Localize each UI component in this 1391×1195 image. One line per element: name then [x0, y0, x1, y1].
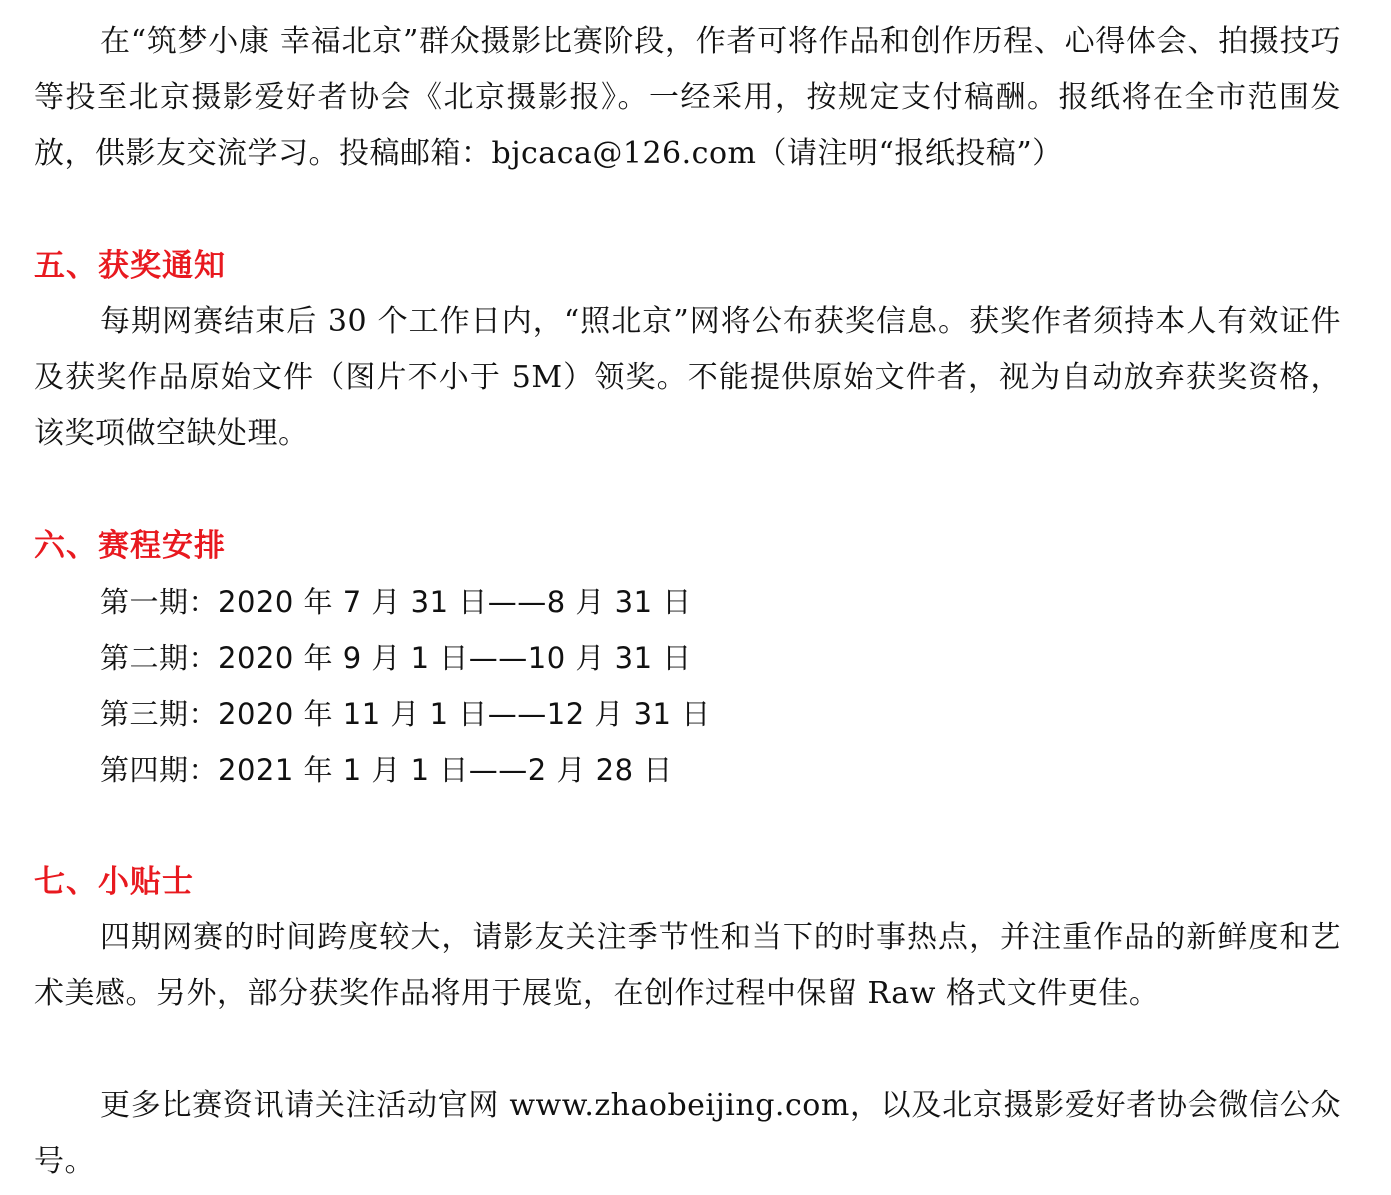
- section-heading-schedule: 六、赛程安排: [34, 528, 226, 564]
- tips-paragraph: 四期网赛的时间跨度较大，请影友关注季节性和当下的时事热点，并注重作品的新鲜度和艺术美感。另外，部分获奖作品将用于展览，在创作过程中保留 Raw 格式文件更佳。: [34, 920, 1341, 1011]
- awards-paragraph: 每期网赛结束后 30 个工作日内，“照北京”网将公布获奖信息。获奖作者须持本人有效证件及获奖作品原始文件（图片不小于 5M）领奖。不能提供原始文件者，视为自动放弃获奖资格，该奖项做空缺处理。: [34, 304, 1341, 451]
- spacer: [34, 1022, 1341, 1078]
- schedule-period-3: 第三期：2020 年 11 月 1 日——12 月 31 日: [100, 697, 711, 731]
- schedule-period-1: 第一期：2020 年 7 月 31 日——8 月 31 日: [100, 585, 692, 619]
- spacer: [34, 798, 1341, 854]
- spacer: [34, 182, 1341, 238]
- intro-paragraph: 在“筑梦小康 幸福北京”群众摄影比赛阶段，作者可将作品和创作历程、心得体会、拍摄技巧等投至北京摄影爱好者协会《北京摄影报》。一经采用，按规定支付稿酬。报纸将在全市范围发放，供影友交流学习。投稿邮箱：bjcaca@126.com（请注明“报纸投稿”）: [34, 24, 1341, 171]
- section-heading-tips: 七、小贴士: [34, 864, 194, 900]
- section-heading-awards: 五、获奖通知: [34, 248, 226, 284]
- schedule-period-4: 第四期：2021 年 1 月 1 日——2 月 28 日: [100, 753, 673, 787]
- spacer: [34, 462, 1341, 518]
- closing-paragraph: 更多比赛资讯请关注活动官网 www.zhaobeijing.com，以及北京摄影爱好者协会微信公众号。: [34, 1088, 1341, 1179]
- schedule-period-2: 第二期：2020 年 9 月 1 日——10 月 31 日: [100, 641, 692, 675]
- schedule-list: [34, 574, 1341, 798]
